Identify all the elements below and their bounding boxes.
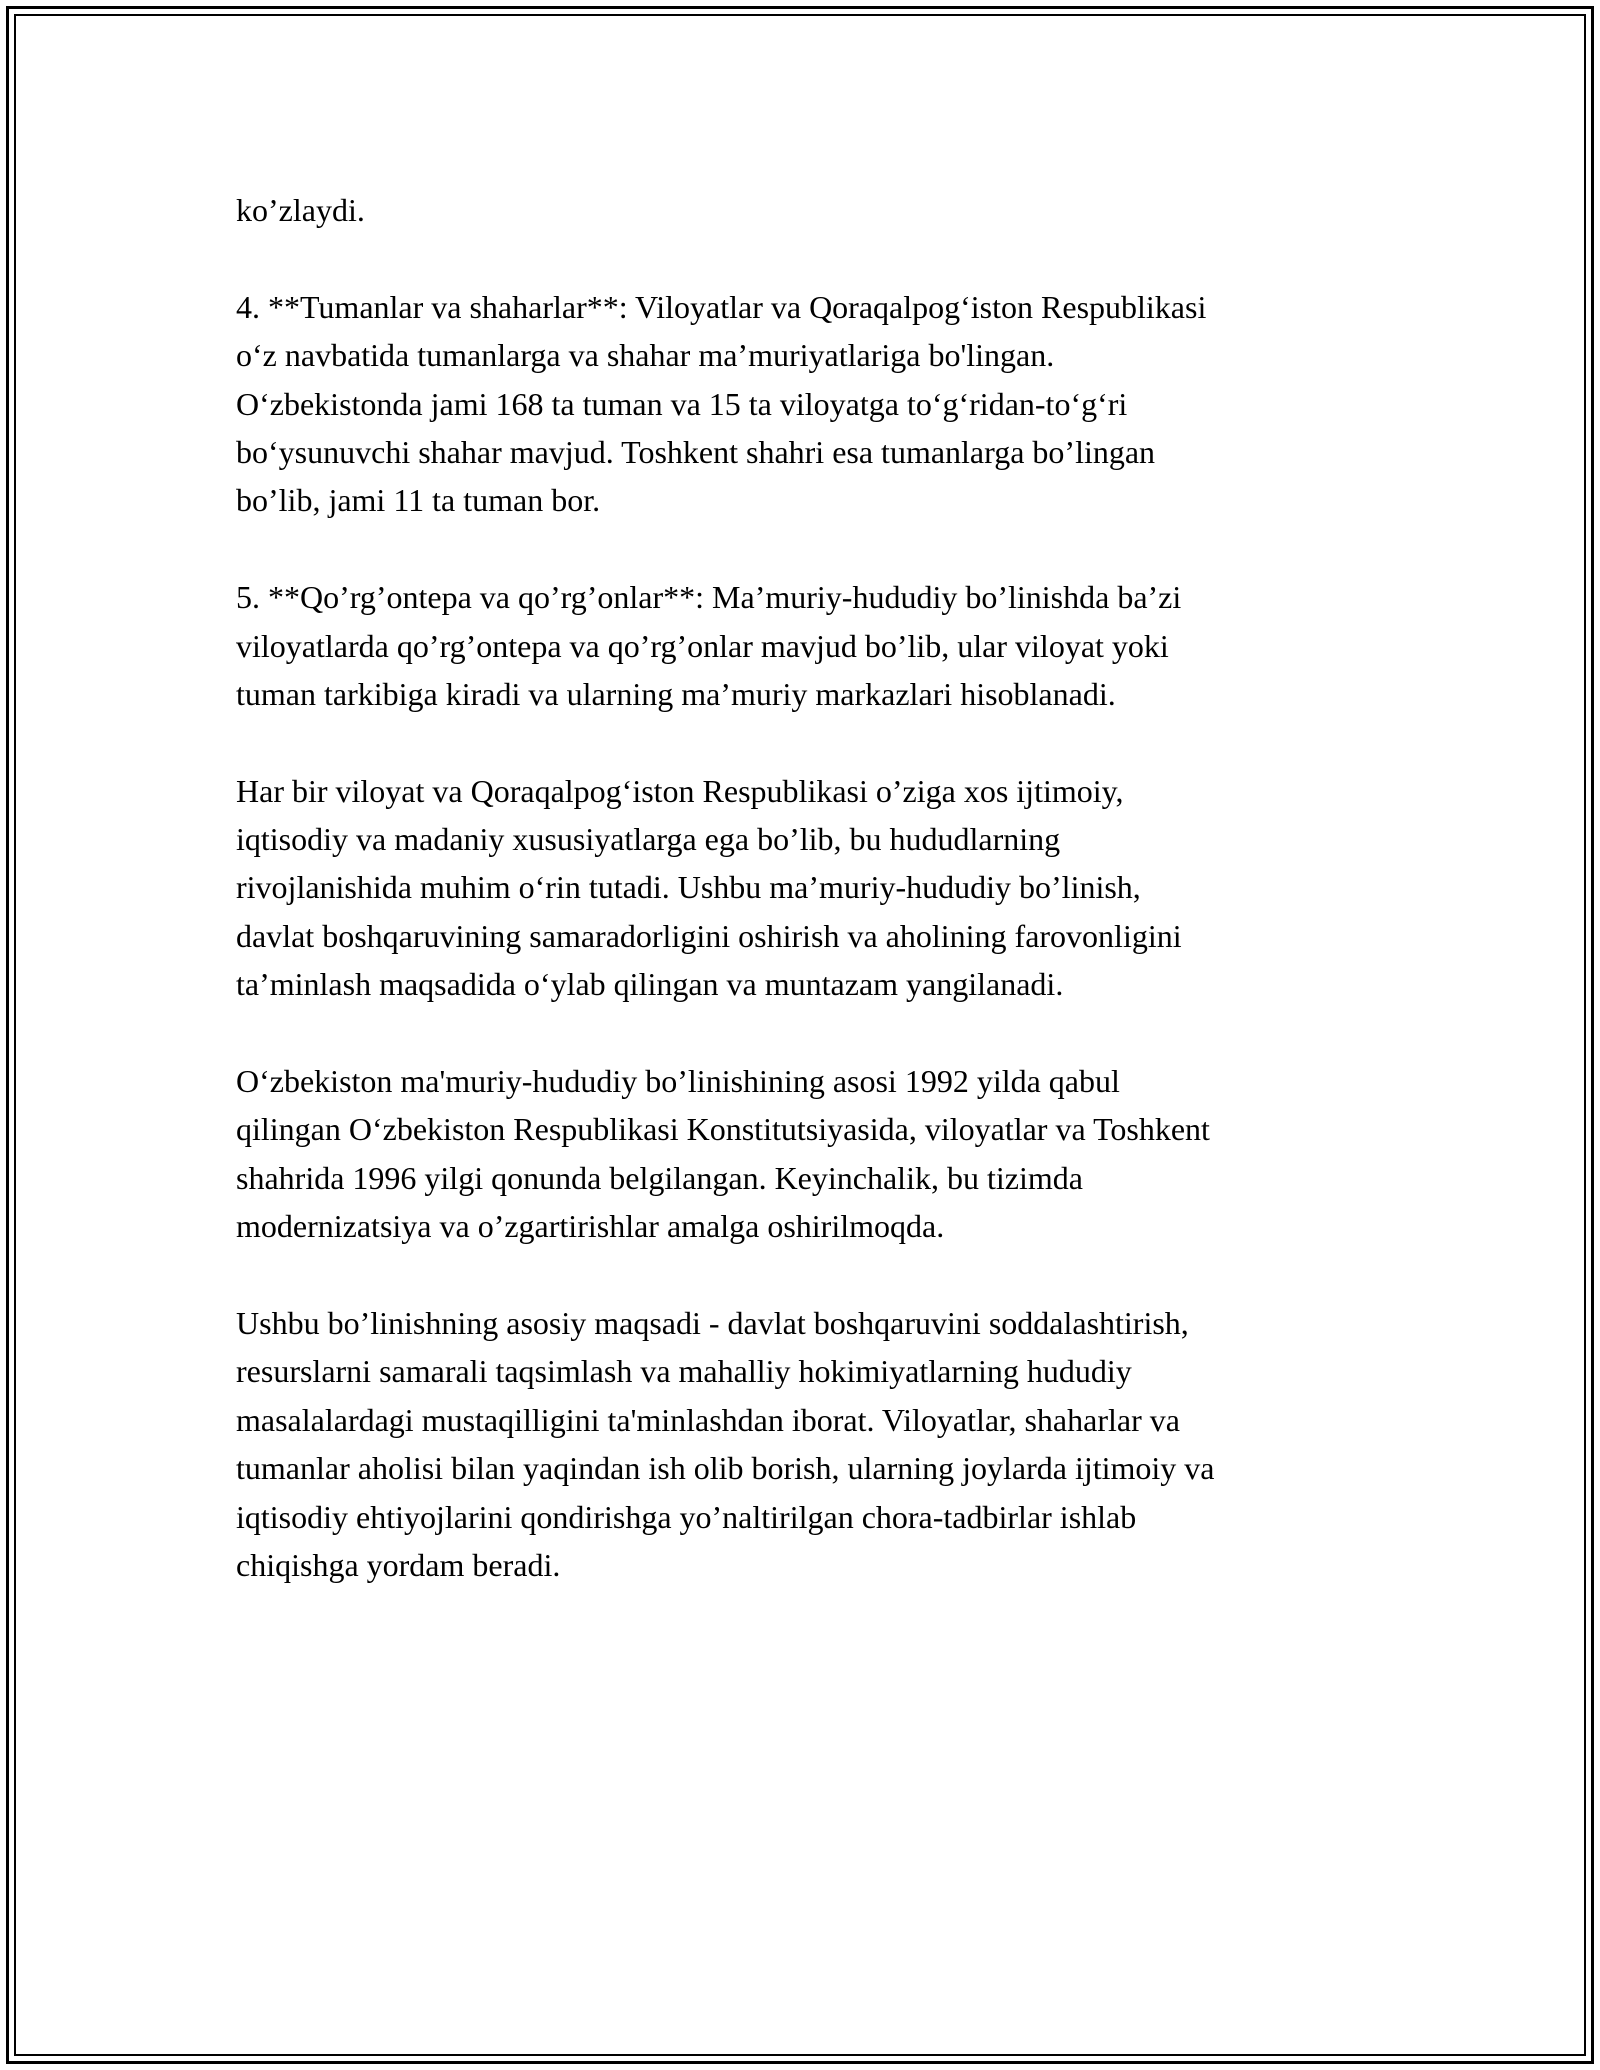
- paragraph-tumanlar-shaharlar: [236, 283, 1376, 525]
- text-line: iqtisodiy ehtiyojlarini qondirishga yo’naltirilgan chora-tadbirlar ishlab: [236, 1498, 1137, 1535]
- text-line: bo’lib, jami 11 ta tuman bor.: [236, 482, 601, 519]
- document-body: [236, 186, 1376, 1638]
- text-line: iqtisodiy va madaniy xususiyatlarga ega bo’lib, bu hududlarning: [236, 821, 1061, 858]
- text-line: davlat boshqaruvining samaradorligini oshirish va aholining farovonligini: [236, 917, 1182, 954]
- text-line: chiqishga yordam beradi.: [236, 1546, 561, 1583]
- text-line: O‘zbekistonda jami 168 ta tuman va 15 ta viloyatga to‘g‘ridan-to‘g‘ri: [236, 385, 1128, 422]
- text-line: viloyatlarda qo’rg’ontepa va qo’rg’onlar mavjud bo’lib, ular viloyat yoki: [236, 627, 1169, 664]
- text-line: Ushbu bo’linishning asosiy maqsadi - davlat boshqaruvini soddalashtirish,: [236, 1304, 1189, 1341]
- text-line: bo‘ysunuvchi shahar mavjud. Toshkent shahri esa tumanlarga bo’lingan: [236, 433, 1156, 470]
- text-line: modernizatsiya va o’zgartirishlar amalga oshirilmoqda.: [236, 1208, 945, 1245]
- text-line: tumanlar aholisi bilan yaqindan ish olib borish, ularning joylarda ijtimoiy va: [236, 1450, 1215, 1487]
- paragraph-asosiy-maqsad: [236, 1299, 1376, 1589]
- text-line: O‘zbekiston ma'muriy-hududiy bo’linishining asosi 1992 yilda qabul: [236, 1063, 1120, 1100]
- text-line: 5. **Qo’rg’ontepa va qo’rg’onlar**: Ma’muriy-hududiy bo’linishda ba’zi: [236, 579, 1182, 616]
- paragraph-qorgontepa: [236, 573, 1376, 718]
- paragraph-viloyat-xususiyatlari: [236, 767, 1376, 1009]
- text-line: tuman tarkibiga kiradi va ularning ma’muriy markazlari hisoblanadi.: [236, 675, 1116, 712]
- paragraph-konstitutsiya: [236, 1057, 1376, 1251]
- text-line: o‘z navbatida tumanlarga va shahar ma’muriyatlariga bo'lingan.: [236, 337, 1055, 374]
- text-line: rivojlanishida muhim o‘rin tutadi. Ushbu ma’muriy-hududiy bo’linish,: [236, 869, 1141, 906]
- text-line: ko’zlaydi.: [236, 192, 365, 228]
- text-line: masalalardagi mustaqilligini ta'minlashdan iborat. Viloyatlar, shaharlar va: [236, 1401, 1180, 1438]
- text-line: resurslarni samarali taqsimlash va mahalliy hokimiyatlarning hududiy: [236, 1353, 1132, 1390]
- text-line: 4. **Tumanlar va shaharlar**: Viloyatlar va Qoraqalpog‘iston Respublikasi: [236, 288, 1207, 325]
- text-line: ta’minlash maqsadida o‘ylab qilingan va muntazam yangilanadi.: [236, 966, 1064, 1003]
- paragraph-continuation: [236, 186, 1376, 234]
- text-line: qilingan O‘zbekiston Respublikasi Konstitutsiyasida, viloyatlar va Toshkent: [236, 1111, 1210, 1148]
- text-line: Har bir viloyat va Qoraqalpog‘iston Respublikasi o’ziga xos ijtimoiy,: [236, 772, 1124, 809]
- text-line: shahrida 1996 yilgi qonunda belgilangan. Keyinchalik, bu tizimda: [236, 1159, 1083, 1196]
